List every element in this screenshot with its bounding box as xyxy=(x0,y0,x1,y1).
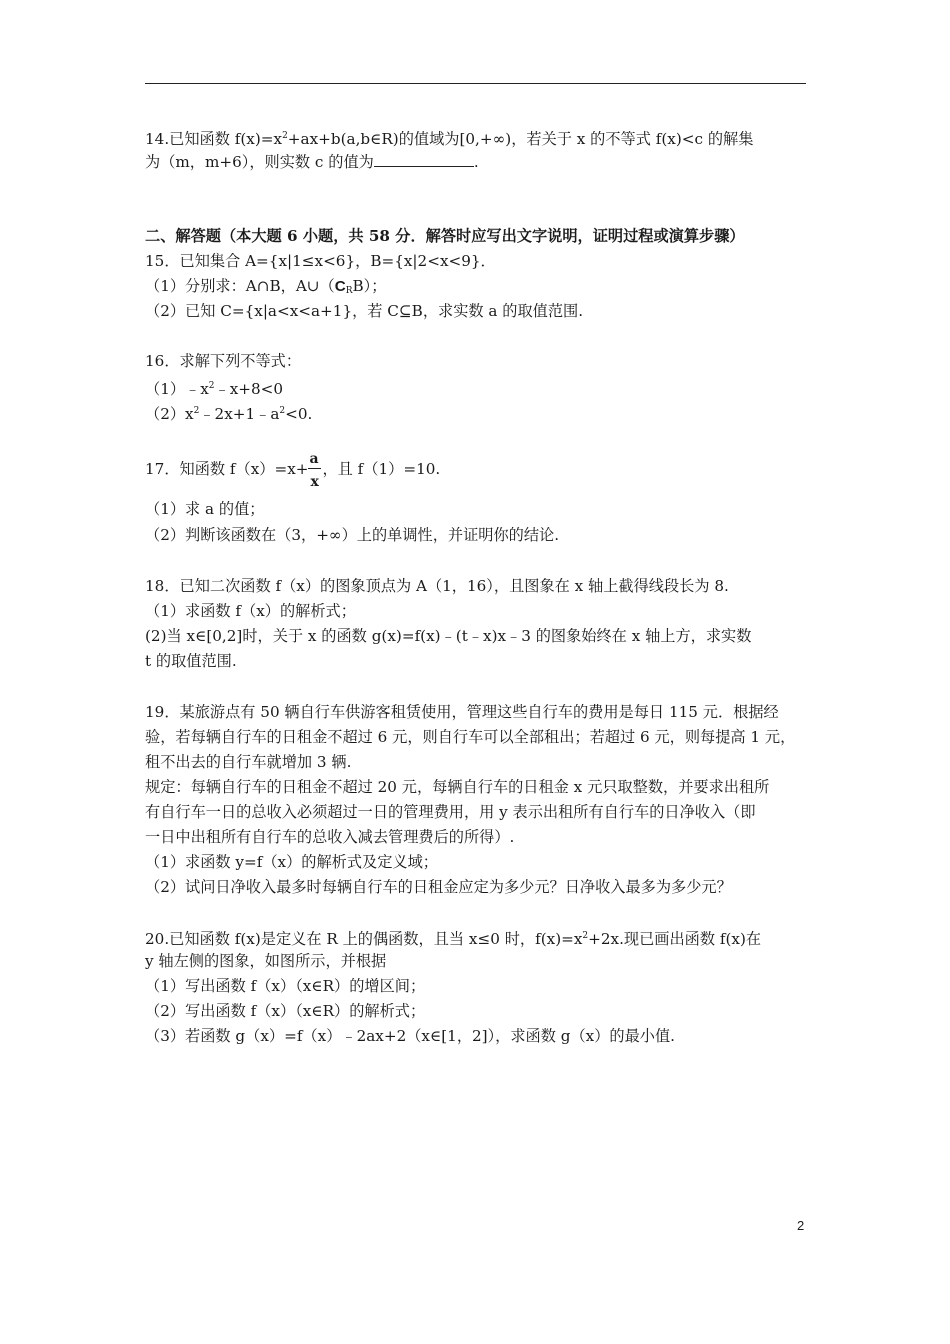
q15-part1: （1）分别求：A∩B，$A\cup(C_RB)$； xyxy=(145,277,387,296)
header-rule xyxy=(145,83,806,84)
q18-part2-line2: t 的取值范围. xyxy=(145,652,237,670)
q20-part2: （2）写出函数 f（x）（x∈R）的解析式； xyxy=(145,1002,426,1020)
q16-part1: $(1)﹣x^2﹣x+8<0$ xyxy=(145,380,284,398)
q18-stem: 18．已知二次函数 f（x）的图象顶点为 A（1，16），且图象在 x 轴上截得线段长为 8. xyxy=(145,577,729,595)
fraction-a-over-x: $\frac{a}{x}$ xyxy=(308,459,322,479)
q20-part1: （1）写出函数 f（x）（x∈R）的增区间； xyxy=(145,977,426,995)
q20-line1: 20.已知函数 f(x)是定义在 R 上的偶函数，且当 x≤0 时，$f(x)=x^2+2x$.现已画出函数 f(x)在 xyxy=(145,930,762,948)
q15-part2: （2）已知 C={x|a<x<a+1}，若 C⊆B，求实数 a 的取值范围. xyxy=(145,302,584,320)
q18-part1: （1）求函数 f（x）的解析式； xyxy=(145,602,356,620)
q14-line1: 14.已知函数 $f(x)=x^2+ax+b(a,b\in R)$的值域为[0,+∞)，若关于 x 的不等式 f(x)<c 的解集 xyxy=(145,130,754,148)
page-number: 2 xyxy=(797,1218,805,1233)
q17-part1: （1）求 a 的值； xyxy=(145,500,265,518)
q17-stem: 17．知函数 f（x）=x+ $\frac{a}{x}$ ，且 f（1）=10. xyxy=(145,451,441,490)
q19-line1: 19．某旅游点有 50 辆自行车供游客租赁使用，管理这些自行车的费用是每日 115 元．根据经 xyxy=(145,703,779,721)
q19-part2: （2）试问日净收入最多时每辆自行车的日租金应定为多少元？日净收入最多为多少元？ xyxy=(145,878,732,896)
q20-line2: y 轴左侧的图象，如图所示，并根据 xyxy=(145,952,387,970)
q16-part2: $(2)x^2﹣2x+1﹣a^2<0$. xyxy=(145,405,313,423)
q19-line4: 规定：每辆自行车的日租金不超过 20 元，每辆自行车的日租金 x 元只取整数，并要求出租所 xyxy=(145,778,770,796)
q19-part1: （1）求函数 y=f（x）的解析式及定义域； xyxy=(145,853,438,871)
q17-part2: （2）判断该函数在（3，+∞）上的单调性，并证明你的结论. xyxy=(145,526,560,544)
q19-line3: 租不出去的自行车就增加 3 辆. xyxy=(145,753,352,771)
q16-stem: 16．求解下列不等式： xyxy=(145,352,302,370)
q19-line6: 一日中出租所有自行车的总收入减去管理费后的所得）. xyxy=(145,828,515,846)
q18-part2-line1: (2)当 x∈[0,2]时，关于 x 的函数 g(x)=f(x)﹣(t﹣x)x﹣3 的图象始终在 x 轴上方，求实数 xyxy=(145,627,752,645)
answer-blank xyxy=(374,152,474,167)
q14-line2: 为（m，m+6），则实数 c 的值为 . xyxy=(145,153,479,171)
q15-stem: 15．已知集合 A={x|1≤x<6}，B={x|2<x<9}． xyxy=(145,252,496,270)
q20-part3: （3）若函数 g（x）=f（x）﹣2ax+2（x∈[1，2]），求函数 g（x）的最小值. xyxy=(145,1027,675,1045)
complement-symbol: C xyxy=(334,278,346,295)
q19-line2: 验，若每辆自行车的日租金不超过 6 元，则自行车可以全部租出；若超过 6 元，则每提高 1 元， xyxy=(145,728,796,746)
q19-line5: 有自行车一日的总收入必须超过一日的管理费用，用 y 表示出租所有自行车的日净收入（即 xyxy=(145,803,756,821)
section-heading: 二、解答题（本大题 6 小题，共 58 分．解答时应写出文字说明，证明过程或演算步骤） xyxy=(145,227,745,245)
